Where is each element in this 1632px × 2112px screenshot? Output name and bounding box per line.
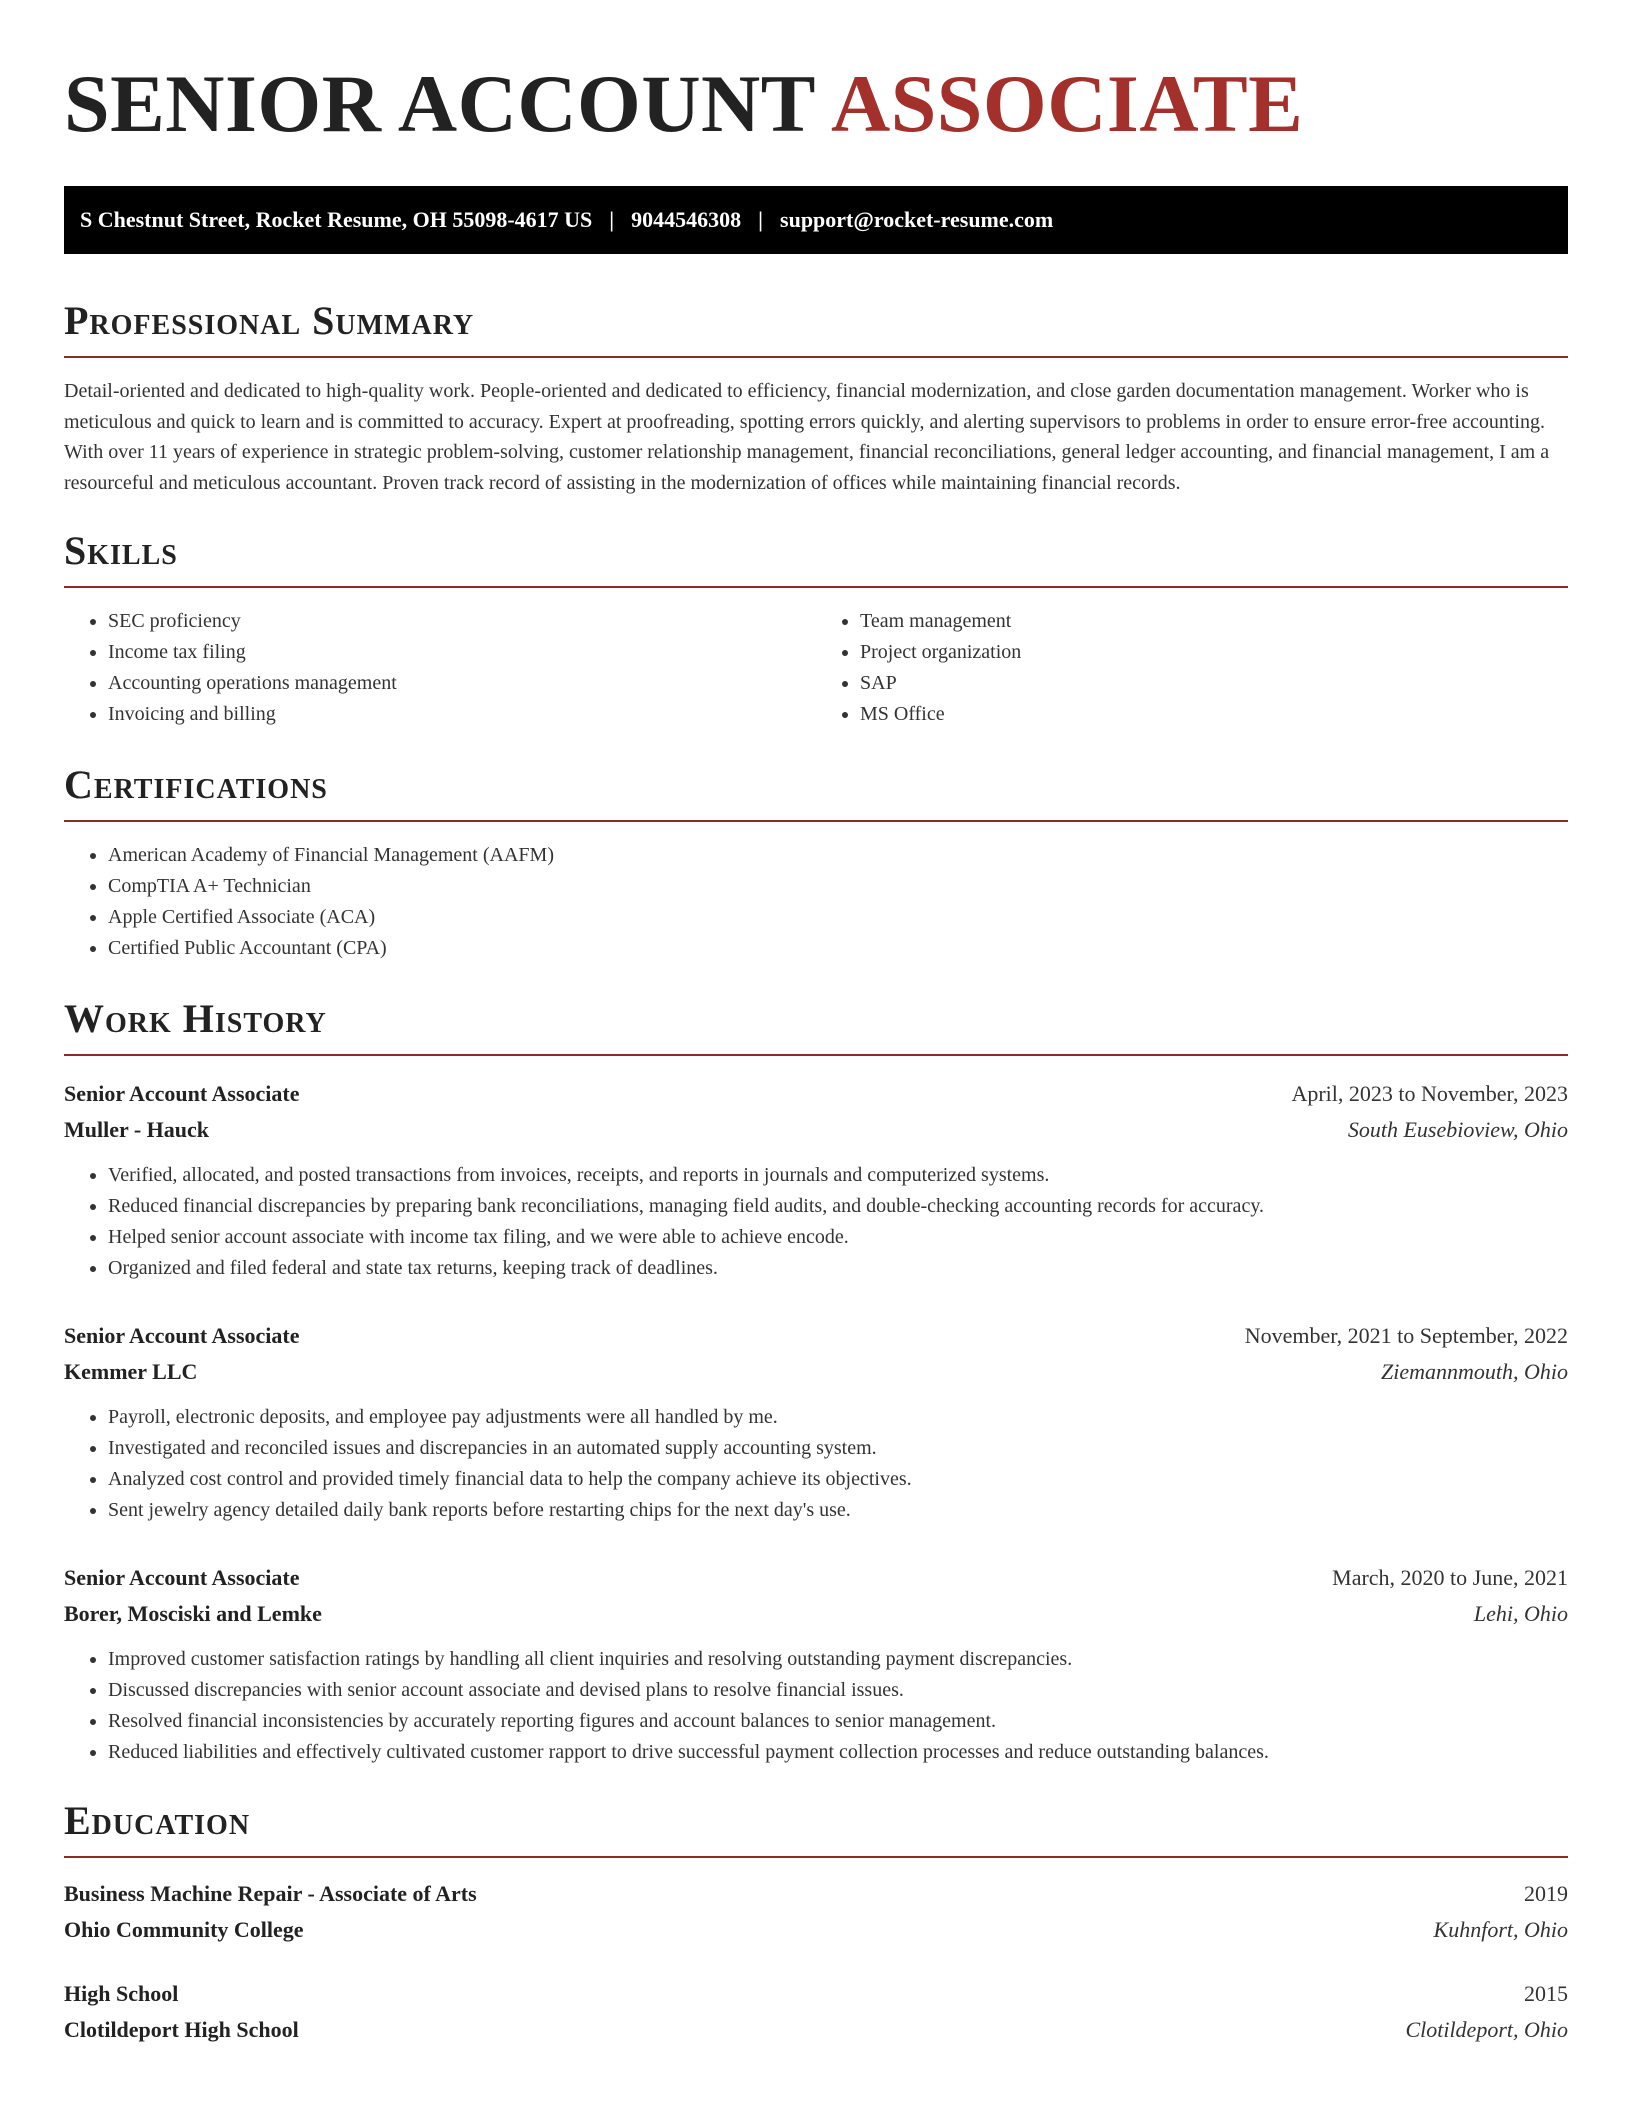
title-primary: SENIOR ACCOUNT (64, 58, 815, 149)
certification-item: • Apple Certified Associate (ACA) (108, 902, 1568, 933)
work-section (64, 996, 1568, 1768)
education-year: 2015 (1524, 1981, 1568, 2006)
job-bullet: • Improved customer satisfaction ratings by handling all client inquiries and resolving outstanding payment discrepancies. (108, 1644, 1568, 1675)
certifications-section (64, 762, 1568, 964)
job-dates: November, 2021 to September, 2022 (1244, 1323, 1568, 1348)
job-company: Muller - Hauck (64, 1117, 210, 1142)
job-entry (64, 1076, 1568, 1284)
job-title: Senior Account Associate (64, 1081, 300, 1106)
certification-item: • CompTIA A+ Technician (108, 871, 1568, 902)
job-bullet: • Organized and filed federal and state tax returns, keeping track of deadlines. (108, 1253, 1568, 1284)
job-dates: April, 2023 to November, 2023 (1291, 1081, 1568, 1106)
skill-item: • MS Office (860, 699, 1568, 730)
education-school-row (64, 2012, 1568, 2048)
job-bullet: • Reduced liabilities and effectively cultivated customer rapport to drive successful payment collection processes and reduce outstanding balances. (108, 1737, 1568, 1768)
skill-item: • Invoicing and billing (108, 699, 816, 730)
summary-heading: Professional Summary (64, 298, 1568, 358)
skill-item: • Income tax filing (108, 637, 816, 668)
job-entry (64, 1318, 1568, 1526)
resume-title (64, 56, 1568, 152)
skills-list-right (816, 606, 1568, 730)
job-bullet: • Sent jewelry agency detailed daily bank reports before restarting chips for the next day's use. (108, 1495, 1568, 1526)
job-dates: March, 2020 to June, 2021 (1332, 1565, 1568, 1590)
education-school: Clotildeport High School (64, 2017, 299, 2042)
job-bullets (64, 1644, 1568, 1768)
education-heading: Education (64, 1798, 1568, 1858)
job-bullet: • Payroll, electronic deposits, and employee pay adjustments were all handled by me. (108, 1402, 1568, 1433)
job-company: Kemmer LLC (64, 1359, 198, 1384)
education-school-row (64, 1912, 1568, 1948)
certifications-heading: Certifications (64, 762, 1568, 822)
job-bullet: • Discussed discrepancies with senior account associate and devised plans to resolve financial issues. (108, 1675, 1568, 1706)
education-entry (64, 1876, 1568, 1948)
job-company-row (64, 1596, 1568, 1632)
education-section (64, 1798, 1568, 2048)
education-degree: High School (64, 1981, 179, 2006)
skills-section (64, 528, 1568, 730)
contact-email: support@rocket-resume.com (780, 207, 1054, 232)
job-company-row (64, 1354, 1568, 1390)
contact-separator: | (609, 207, 615, 232)
job-bullet: • Investigated and reconciled issues and discrepancies in an automated supply accounting system. (108, 1433, 1568, 1464)
education-degree-row (64, 1976, 1568, 2012)
job-title-row (64, 1560, 1568, 1596)
job-title-row (64, 1076, 1568, 1112)
contact-bar (64, 186, 1568, 254)
contact-address: S Chestnut Street, Rocket Resume, OH 55098-4617 US (80, 207, 593, 232)
skills-heading: Skills (64, 528, 1568, 588)
contact-separator: | (758, 207, 764, 232)
skill-item: • SEC proficiency (108, 606, 816, 637)
summary-text: Detail-oriented and dedicated to high-quality work. People-oriented and dedicated to efficiency, financial modernization, and close garden documentation management. Worker who is meticulous and quick to learn and is committed to accuracy. Expert at proofreading, spotting errors quickly, and alerting supervisors to problems in order to ensure error-free accounting. With over 11 years of experience in strategic problem-solving, customer relationship management, financial reconciliations, general ledger accounting, and financial management, I am a resourceful and meticulous accountant. Proven track record of assisting in the modernization of offices while maintaining financial records. (64, 380, 1550, 494)
job-bullets (64, 1160, 1568, 1284)
work-heading: Work History (64, 996, 1568, 1056)
job-title: Senior Account Associate (64, 1565, 300, 1590)
job-bullet: • Resolved financial inconsistencies by accurately reporting figures and account balances to senior management. (108, 1706, 1568, 1737)
job-title: Senior Account Associate (64, 1323, 300, 1348)
education-entry (64, 1976, 1568, 2048)
job-bullets (64, 1402, 1568, 1526)
job-entry (64, 1560, 1568, 1768)
skill-item: • SAP (860, 668, 1568, 699)
title-accent: ASSOCIATE (830, 58, 1304, 149)
education-location: Kuhnfort, Ohio (1433, 1917, 1568, 1942)
education-school: Ohio Community College (64, 1917, 304, 1942)
summary-section (64, 298, 1568, 498)
skill-item: • Team management (860, 606, 1568, 637)
skill-item: • Accounting operations management (108, 668, 816, 699)
skill-item: • Project organization (860, 637, 1568, 668)
job-bullet: • Verified, allocated, and posted transactions from invoices, receipts, and reports in journals and computerized systems. (108, 1160, 1568, 1191)
education-degree-row (64, 1876, 1568, 1912)
education-degree: Business Machine Repair - Associate of Arts (64, 1881, 477, 1906)
skills-list-left (64, 606, 816, 730)
skills-grid (64, 606, 1568, 730)
certification-item: • American Academy of Financial Management (AAFM) (108, 840, 1568, 871)
education-location: Clotildeport, Ohio (1405, 2017, 1568, 2042)
job-bullet: • Reduced financial discrepancies by preparing bank reconciliations, managing field audits, and double-checking accounting records for accuracy. (108, 1191, 1568, 1222)
job-title-row (64, 1318, 1568, 1354)
job-company: Borer, Mosciski and Lemke (64, 1601, 322, 1626)
job-location: South Eusebioview, Ohio (1347, 1117, 1568, 1142)
certifications-list (64, 840, 1568, 964)
education-year: 2019 (1524, 1881, 1568, 1906)
job-bullet: • Helped senior account associate with income tax filing, and we were able to achieve encode. (108, 1222, 1568, 1253)
job-location: Lehi, Ohio (1473, 1601, 1568, 1626)
contact-phone: 9044546308 (631, 207, 742, 232)
job-company-row (64, 1112, 1568, 1148)
certification-item: • Certified Public Accountant (CPA) (108, 933, 1568, 964)
job-bullet: • Analyzed cost control and provided timely financial data to help the company achieve its objectives. (108, 1464, 1568, 1495)
job-location: Ziemannmouth, Ohio (1381, 1359, 1568, 1384)
